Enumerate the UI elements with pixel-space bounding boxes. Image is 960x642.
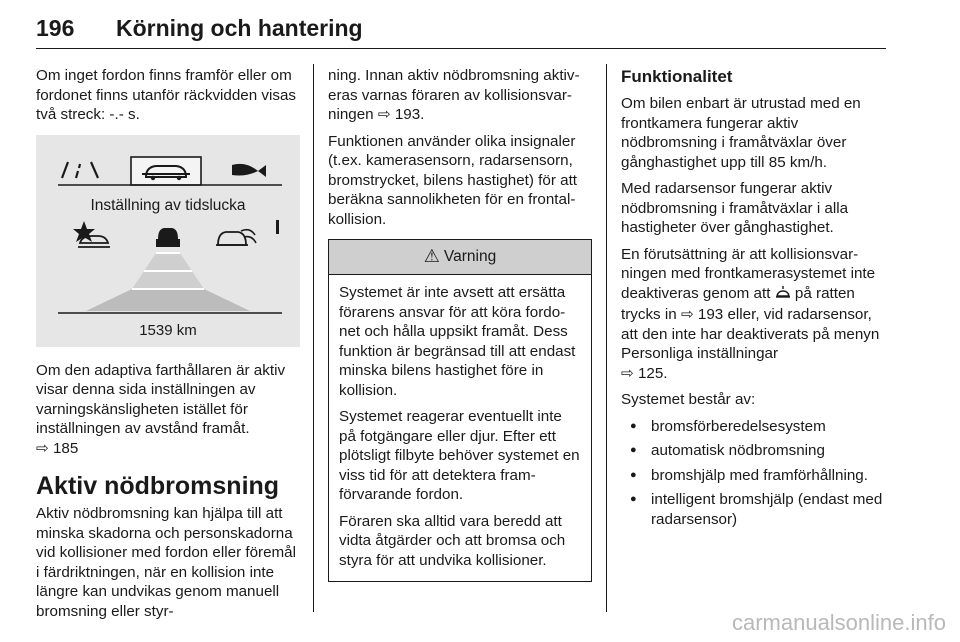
warning-icon: ⚠ [423,246,440,267]
paragraph: Funktionen använder olika insignaler (t.ex. kamerasensorn, radarsensorn, bromstrycket, bilens hastighet) för att beräkna sannolikheten för en frontalkollision. [328,132,578,228]
display-figure [36,135,300,347]
section-title: Aktiv nödbromsning [36,472,280,500]
paragraph: Med radarsensor fungerar aktiv nödbromsning i framåtväxlar i alla hastigheter över gånghastighet. [621,180,849,236]
component-list [621,417,885,530]
column-divider [313,64,314,612]
list-item: ● intelligent bromshjälp (endast med radarsensor) [621,490,885,529]
collision-warning-button-icon [775,286,791,306]
paragraph: Föraren ska alltid vara beredd att vidta åtgärder och att bromsa och styra för att undvika kollisioner. [339,512,566,569]
paragraph: ning. Innan aktiv nödbromsning aktiveras varnas föraren av kollisionsvarningen ⇨ 193. [328,67,580,123]
column-1 [36,66,300,628]
page-header [36,12,886,49]
list-item: ● bromshjälp med framförhållning. [621,466,885,486]
display-illustration [36,135,300,347]
paragraph: Systemet är inte avsett att ersätta förarens ansvar för att köra fordonet och hålla uppsikt framåt. Dess funktion är begränsad till att endast minska bilens hastighet före in kollision. [339,284,576,399]
page-ref-icon: ⇨ [36,438,49,457]
list-item: ● bromsförberedelsesystem [621,417,885,437]
watermark: carmanualsonline.info [731,610,946,635]
scroll-indicator [276,220,279,234]
page-ref-icon: ⇨ [680,305,694,323]
paragraph: Om bilen enbart är utrustad med en frontkamera fungerar aktiv nödbromsning i framåtväxlar över gånghastighet upp till 85 km/h. [621,95,861,171]
paragraph: Systemet reagerar eventuellt inte på fotgängare eller djur. Efter ett plötsligt filbyte behöver systemet en viss tid för att detektera framförvarande fordon. [339,408,580,503]
warning-header [329,240,591,275]
paragraph: Systemet består av: [621,391,756,408]
column-2 [328,66,592,582]
chapter-title: Körning och hantering [116,15,363,41]
odometer-readout: 1539 km [139,321,197,339]
column-3 [621,66,885,534]
paragraph: Om inget fordon finns framför eller om fordonet finns utanför räckvidden visas två streck: -.- s. [36,67,297,123]
page-ref-icon: ⇨ [377,105,391,123]
page-ref-icon: ⇨ [621,363,634,382]
warning-title: Varning [443,248,497,266]
page-number: 196 [36,15,75,41]
column-divider [606,64,607,612]
paragraph: En förutsättning är att kollisionsvarningen med frontkamerasystemet inte deaktiveras genom att på ratten trycks in ⇨ 193 eller, vid radarsensor, att den inte har deaktiverats på menyn Personliga inställningar ⇨ 125. [621,245,880,382]
warning-body [329,275,591,581]
selected-tab [131,157,201,185]
subsection-title: Funktionalitet [621,67,733,86]
warning-box [328,239,592,582]
figure-title: Inställning av tidslucka [90,196,246,214]
paragraph: Aktiv nödbromsning kan hjälpa till att minska skadorna och personskadorna vid kollisioner med fordon eller föremål i färdriktningen, när en kollision inte längre kan undvikas genom manuell bromsning eller styr- [36,505,296,620]
list-item: ● automatisk nödbromsning [621,441,885,461]
paragraph: Om den adaptiva farthållaren är aktiv visar denna sida inställningen av varningskänsligheten istället för inställningen av avstånd framåt. ⇨ 185 [36,361,286,457]
